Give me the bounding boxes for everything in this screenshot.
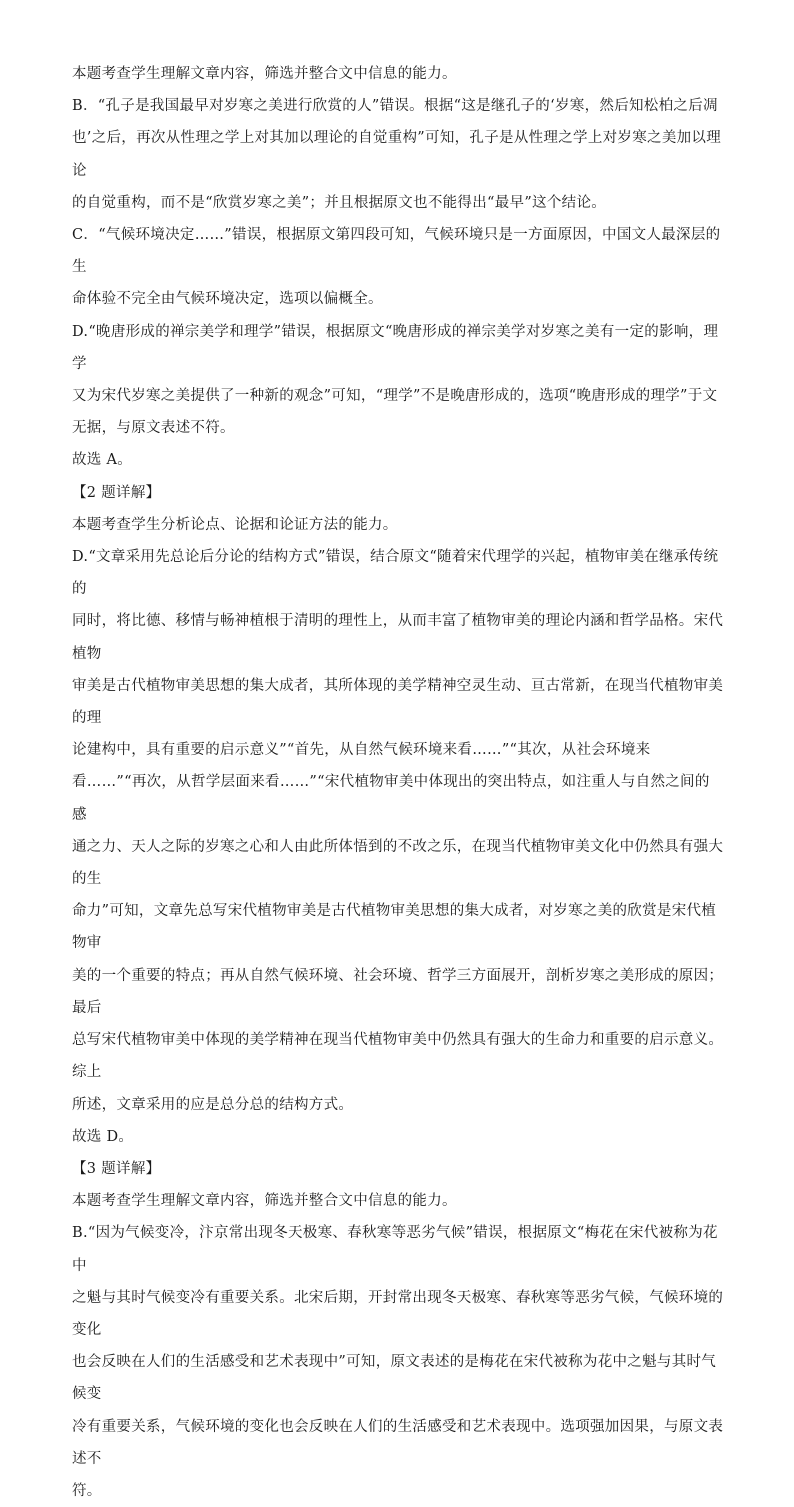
text-line: B．“孔子是我国最早对岁寒之美进行欣赏的人”错误。根据“这是继孔子的‘岁寒，然后知松柏之后凋	[72, 98, 718, 115]
text-line: 论建构中，具有重要的启示意义”“首先，从自然气候环境来看……”“其次，从社会环境来	[72, 742, 651, 759]
text-line: 命体验不完全由气候环境决定，选项以偏概全。	[72, 291, 383, 308]
text-line: 本题考查学生理解文章内容，筛选并整合文中信息的能力。	[72, 66, 457, 82]
text-line: 总写宋代植物审美中体现的美学精神在现当代植物审美中仍然具有强大的生命力和重要的启示意义。综上	[72, 1032, 724, 1081]
text-line: 冷有重要关系，气候环境的变化也会反映在人们的生活感受和艺术表现中。选项强加因果，与原文表述不	[72, 1418, 724, 1467]
text-line: 美的一个重要的特点；再从自然气候环境、社会环境、哲学三方面展开，剖析岁寒之美形成的原因；最后	[72, 967, 724, 1016]
text-line: 的自觉重构，而不是“欣赏岁寒之美”；并且根据原文也不能得出“最早”这个结论。	[72, 194, 607, 211]
text-line: 之魁与其时气候变冷有重要关系。北宋后期，开封常出现冬天极寒、春秋寒等恶劣气候，气候环境的变化	[72, 1289, 724, 1338]
section-heading: 【3 题详解】	[72, 1160, 161, 1177]
text-line: B.“因为气候变冷，汴京常出现冬天极寒、春秋寒等恶劣气候”错误，根据原文“梅花在宋代被称为花中	[72, 1225, 718, 1274]
section-heading: 【2 题详解】	[72, 484, 161, 501]
text-line: 又为宋代岁寒之美提供了一种新的观念”可知，“理学”不是晚唐形成的，选项“晚唐形成的理学”于文	[72, 388, 718, 405]
text-line: 也会反映在人们的生活感受和艺术表现中”可知，原文表述的是梅花在宋代被称为花中之魁与其时气候变	[72, 1354, 717, 1403]
text-line: 也’之后，再次从性理之学上对其加以理论的自觉重构”可知，孔子是从性理之学上对岁寒之美加以理论	[72, 130, 722, 179]
text-line: D.“晚唐形成的禅宗美学和理学”错误，根据原文“晚唐形成的禅宗美学对岁寒之美有一定的影响，理学	[72, 323, 719, 372]
text-line: C．“气候环境决定……”错误，根据原文第四段可知，气候环境只是一方面原因，中国文人最深层的生	[72, 227, 721, 276]
text-line: 同时，将比德、移情与畅神植根于清明的理性上，从而丰富了植物审美的理论内涵和哲学品格。宋代植物	[72, 613, 724, 662]
text-line: 命力”可知，文章先总写宋代植物审美是古代植物审美思想的集大成者，对岁寒之美的欣赏是宋代植物审	[72, 903, 717, 952]
text-line: 所述，文章采用的应是总分总的结构方式。	[72, 1096, 354, 1113]
text-line: 通之力、天人之际的岁寒之心和人由此所体悟到的不改之乐，在现当代植物审美文化中仍然具有强大的生	[72, 838, 724, 888]
text-line: 本题考查学生分析论点、论据和论证方法的能力。	[72, 516, 398, 533]
document-page	[72, 58, 724, 1507]
answer-line: 故选 A。	[72, 452, 133, 469]
text-line: 本题考查学生理解文章内容，筛选并整合文中信息的能力。	[72, 1193, 457, 1210]
text-line: D.“文章采用先总论后分论的结构方式”错误，结合原文“随着宋代理学的兴起，植物审美在继承传统的	[72, 549, 719, 598]
text-line: 审美是古代植物审美思想的集大成者，其所体现的美学精神空灵生动、亘古常新，在现当代植物审美的理	[72, 677, 724, 727]
text-line: 看……”“再次，从哲学层面来看……”“宋代植物审美中体现出的突出特点，如注重人与自然之间的感	[72, 774, 710, 823]
text-line: 符。	[72, 1482, 102, 1499]
text-line: 无据，与原文表述不符。	[72, 420, 235, 437]
answer-line: 故选 D。	[72, 1128, 134, 1145]
